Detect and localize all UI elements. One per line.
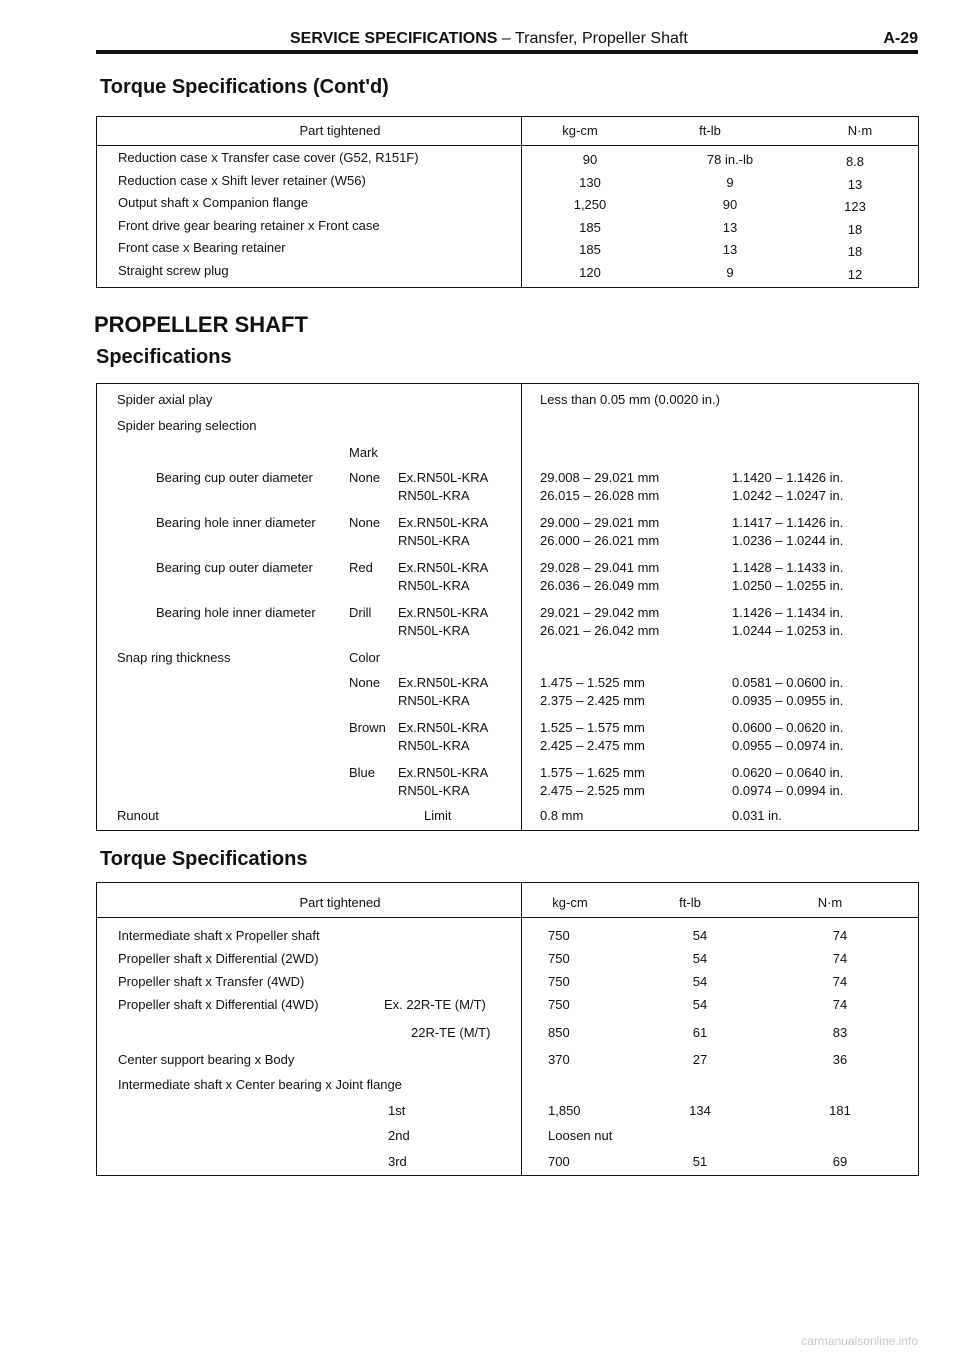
table-row-ftlb: 90 — [722, 197, 738, 213]
table-row-condition: 3rd — [388, 1154, 407, 1169]
table-row-part: Intermediate shaft x Propeller shaft — [118, 928, 320, 943]
spec-row-mm: 2.475 – 2.525 mm — [540, 783, 645, 798]
table-row-nm: 74 — [832, 997, 848, 1012]
spec-row-mark: None — [349, 515, 381, 530]
spec-row-mm: 29.028 – 29.041 mm — [540, 560, 660, 575]
table-row-kgcm: 185 — [579, 219, 601, 235]
table-row-nm: 69 — [832, 1154, 848, 1169]
running-header — [290, 30, 688, 48]
table-row-ftlb: 54 — [692, 951, 708, 966]
spec-row-in: 1.1426 – 1.1434 in. — [732, 605, 844, 620]
spec-row-applies: Ex.RN50L-KRA — [398, 470, 489, 485]
table-row-ftlb: 54 — [692, 974, 708, 989]
column-header: kg-cm — [562, 123, 598, 138]
spec-row-in: 1.1417 – 1.1426 in. — [732, 515, 844, 530]
column-divider — [521, 882, 522, 1176]
spec-row-item: Spider bearing selection — [117, 418, 257, 433]
spec-row-applies: RN50L-KRA — [398, 623, 470, 638]
spec-row-in: 1.1420 – 1.1426 in. — [732, 470, 844, 485]
table-row-condition: 1st — [388, 1103, 406, 1118]
column-header: ft-lb — [679, 895, 701, 910]
spec-row-in: 0.0974 – 0.0994 in. — [732, 783, 844, 798]
spec-row-item: Spider axial play — [117, 392, 213, 407]
spec-title: Specifications — [96, 346, 232, 368]
header-subtitle: – Transfer, Propeller Shaft — [501, 30, 688, 47]
table-row-part: Propeller shaft x Differential (4WD) — [118, 997, 319, 1012]
spec-row-mm: 29.000 – 29.021 mm — [540, 515, 660, 530]
spec-row-mark: Brown — [349, 720, 386, 735]
table-row-kgcm: 185 — [579, 242, 601, 258]
table-row-kgcm: 750 — [548, 974, 570, 989]
spec-row-in: 0.0955 – 0.0974 in. — [732, 738, 844, 753]
table-row-ftlb: 13 — [722, 219, 738, 235]
table-row-ftlb: 9 — [726, 174, 734, 190]
table-row-nm: 13 — [847, 176, 863, 192]
spec-row-item: Bearing hole inner diameter — [156, 515, 316, 530]
table-row-nm: 36 — [832, 1052, 848, 1067]
spec-row-mm: 29.021 – 29.042 mm — [540, 605, 660, 620]
spec-row-applies: RN50L-KRA — [398, 783, 470, 798]
spec-row-mm: 1.525 – 1.575 mm — [540, 720, 645, 735]
spec-row-in: 0.0620 – 0.0640 in. — [732, 765, 844, 780]
torque-cont-title: Torque Specifications (Cont'd) — [100, 76, 389, 98]
spec-row-in: 0.0935 – 0.0955 in. — [732, 693, 844, 708]
table-row-kgcm: 90 — [582, 152, 598, 167]
spec-row-in: 1.0236 – 1.0244 in. — [732, 533, 844, 548]
spec-row-applies: Ex.RN50L-KRA — [398, 765, 489, 780]
table-row-part: Center support bearing x Body — [118, 1052, 295, 1067]
header-divider — [96, 917, 919, 918]
header-section: SERVICE SPECIFICATIONS — [290, 30, 498, 47]
column-divider — [521, 383, 522, 831]
table-row-ftlb: 61 — [692, 1025, 708, 1040]
table-row-nm: 123 — [844, 199, 866, 215]
spec-row-applies: Limit — [424, 808, 452, 823]
spec-row-item: Bearing hole inner diameter — [156, 605, 316, 620]
spec-row-mm: 1.475 – 1.525 mm — [540, 675, 645, 690]
spec-row-mm: 1.575 – 1.625 mm — [540, 765, 645, 780]
spec-row-mm: 2.425 – 2.475 mm — [540, 738, 645, 753]
spec-row-mark: Blue — [349, 765, 376, 780]
spec-row-mm: Less than 0.05 mm (0.0020 in.) — [540, 392, 720, 407]
column-header: ft-lb — [699, 123, 721, 138]
spec-row-in: 0.031 in. — [732, 808, 782, 823]
spec-row-in: 0.0600 – 0.0620 in. — [732, 720, 844, 735]
table-row-part: Front case x Bearing retainer — [118, 240, 286, 256]
footer-watermark: carmanualsonline.info — [801, 1334, 918, 1348]
spec-row-applies: Ex.RN50L-KRA — [398, 560, 489, 575]
torque-title: Torque Specifications — [100, 848, 308, 870]
table-row-ftlb: 134 — [689, 1103, 711, 1118]
table-row-nm: 181 — [829, 1103, 851, 1118]
table-row-ftlb: 9 — [726, 265, 734, 280]
spec-row-applies: Ex.RN50L-KRA — [398, 675, 489, 690]
spec-row-mm: 29.008 – 29.021 mm — [540, 470, 660, 485]
spec-row-applies: RN50L-KRA — [398, 693, 470, 708]
table-row-condition: Ex. 22R-TE (M/T) — [384, 997, 486, 1012]
spec-row-mark: None — [349, 470, 381, 485]
table-row-nm: 8.8 — [845, 154, 865, 169]
table-row-part: Propeller shaft x Differential (2WD) — [118, 951, 319, 966]
spec-row-in: 1.1428 – 1.1433 in. — [732, 560, 844, 575]
table-row-kgcm: 120 — [579, 265, 601, 280]
table-row-kgcm: 130 — [579, 174, 601, 190]
spec-row-item: Bearing cup outer diameter — [156, 470, 313, 485]
propeller-title: PROPELLER SHAFT — [94, 312, 308, 337]
spec-row-in: 0.0581 – 0.0600 in. — [732, 675, 844, 690]
column-header: N·m — [817, 895, 843, 910]
table-row-nm: 12 — [847, 267, 863, 282]
spec-row-mm: 26.021 – 26.042 mm — [540, 623, 660, 638]
spec-row-item: Bearing cup outer diameter — [156, 560, 313, 575]
spec-row-mm: 0.8 mm — [540, 808, 584, 823]
table-row-part: Reduction case x Transfer case cover (G52, R151F) — [118, 150, 419, 165]
spec-row-item: Snap ring thickness — [117, 650, 231, 665]
table-row-nm: 18 — [847, 221, 863, 237]
table-row-ftlb: 51 — [692, 1154, 708, 1169]
table-row-ftlb: 78 in.-lb — [706, 152, 754, 167]
table-row-nm: 74 — [832, 928, 848, 943]
column-header: Part tightened — [299, 123, 381, 138]
header-divider — [96, 145, 919, 146]
table-row-nm: 74 — [832, 974, 848, 989]
spec-row-applies: Ex.RN50L-KRA — [398, 515, 489, 530]
table-row-nm: 18 — [847, 244, 863, 260]
table-row-part: Reduction case x Shift lever retainer (W56) — [118, 172, 366, 188]
table-row-kgcm: 750 — [548, 928, 570, 943]
spec-row-mark: Mark — [349, 445, 378, 460]
spec-row-mark: Color — [349, 650, 381, 665]
table-row-ftlb: 54 — [692, 997, 708, 1012]
table-row-kgcm: 1,250 — [573, 197, 607, 213]
spec-row-in: 1.0242 – 1.0247 in. — [732, 488, 844, 503]
table-row-condition: 22R-TE (M/T) — [411, 1025, 491, 1040]
table-row-kgcm: 850 — [548, 1025, 570, 1040]
table-row-part: Intermediate shaft x Center bearing x Joint flange — [118, 1077, 402, 1092]
table-row-nm: 83 — [832, 1025, 848, 1040]
table-row-part: Propeller shaft x Transfer (4WD) — [118, 974, 305, 989]
spec-row-in: 1.0250 – 1.0255 in. — [732, 578, 844, 593]
table-row-kgcm: 750 — [548, 951, 570, 966]
table-row-nm: 74 — [832, 951, 848, 966]
spec-row-mm: 2.375 – 2.425 mm — [540, 693, 645, 708]
spec-row-item: Runout — [117, 808, 159, 823]
column-header: N·m — [847, 123, 873, 138]
column-header: kg-cm — [552, 895, 588, 910]
table-row-ftlb: 27 — [692, 1052, 708, 1067]
table-row-kgcm: Loosen nut — [548, 1128, 613, 1143]
header-rule — [96, 50, 918, 54]
table-row-part: Front drive gear bearing retainer x Front case — [118, 217, 380, 233]
spec-row-mark: Red — [349, 560, 373, 575]
table-row-ftlb: 54 — [692, 928, 708, 943]
page-number: A-29 — [883, 30, 918, 47]
table-row-ftlb: 13 — [722, 242, 738, 258]
spec-row-applies: Ex.RN50L-KRA — [398, 605, 489, 620]
table-row-part: Straight screw plug — [118, 263, 229, 278]
spec-row-applies: RN50L-KRA — [398, 578, 470, 593]
column-divider — [521, 116, 522, 288]
table-row-condition: 2nd — [388, 1128, 410, 1143]
spec-row-mark: Drill — [349, 605, 372, 620]
table-row-kgcm: 1,850 — [548, 1103, 581, 1118]
spec-row-mm: 26.036 – 26.049 mm — [540, 578, 660, 593]
spec-row-applies: RN50L-KRA — [398, 738, 470, 753]
spec-row-mm: 26.015 – 26.028 mm — [540, 488, 660, 503]
table-row-part: Output shaft x Companion flange — [118, 195, 309, 211]
spec-row-applies: RN50L-KRA — [398, 488, 470, 503]
column-header: Part tightened — [299, 895, 381, 910]
spec-row-mark: None — [349, 675, 381, 690]
table-row-kgcm: 750 — [548, 997, 570, 1012]
spec-row-in: 1.0244 – 1.0253 in. — [732, 623, 844, 638]
spec-row-mm: 26.000 – 26.021 mm — [540, 533, 660, 548]
table-row-kgcm: 370 — [548, 1052, 570, 1067]
table-row-kgcm: 700 — [548, 1154, 570, 1169]
spec-row-applies: Ex.RN50L-KRA — [398, 720, 489, 735]
spec-row-applies: RN50L-KRA — [398, 533, 470, 548]
